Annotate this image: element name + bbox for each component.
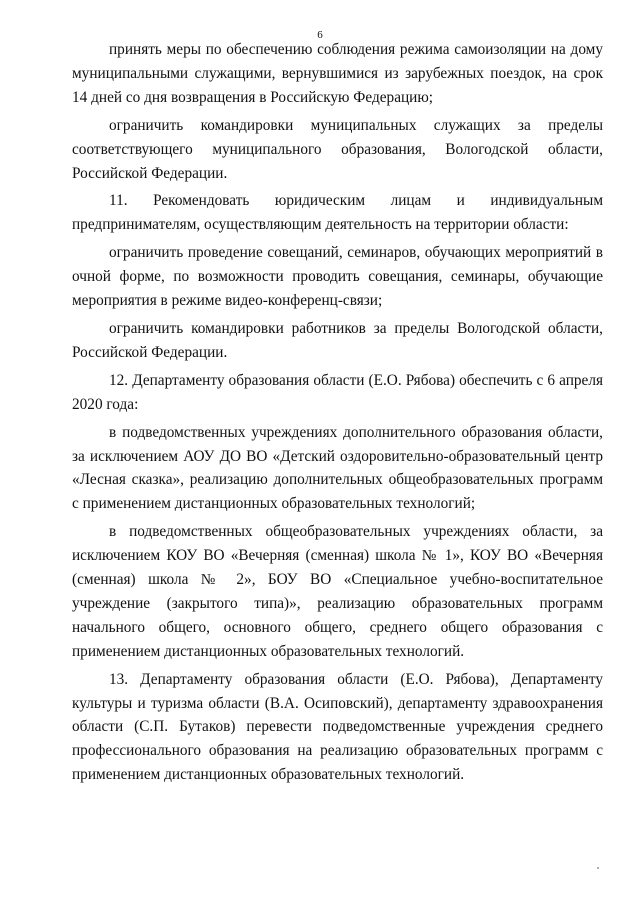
page-number: 6 — [317, 29, 323, 41]
paragraph-limit-employee-trips: ограничить командировки работников за пределы Вологодской области, Российской Федерации. — [72, 319, 603, 361]
scan-speck — [597, 867, 599, 869]
document-body — [72, 38, 603, 791]
paragraph-self-isolation: принять меры по обеспечению соблюдения режима самоизоляции на дому муниципальными служащими, вернувшимися из зарубежных поездок, на срок 14 дней со дня возвращения в Российскую Федерацию; — [72, 41, 603, 106]
paragraph-item-11: 11. Рекомендовать юридическим лицам и индивидуальным предпринимателям, осуществляющим деятельность на территории области: — [72, 192, 603, 234]
paragraph-additional-education: в подведомственных учреждениях дополнительного образования области, за исключением АОУ ДО ВО «Детский оздоровительно-образовательный центр «Лесная сказка», реализацию дополнительных общеобразовательных программ с применением дистанционных образовательных технологий; — [72, 423, 603, 513]
paragraph-general-education: в подведомственных общеобразовательных учреждениях области, за исключением КОУ ВО «Вечерняя (сменная) школа № 1», КОУ ВО «Вечерняя (сменная) школа № 2», БОУ ВО «Специальное учебно-воспитательное учреждение (закрытого типа)», реализацию образовательных программ начального общего, основного общего, среднего общего образования с применением дистанционных образовательных технологий. — [72, 523, 603, 660]
paragraph-limit-meetings: ограничить проведение совещаний, семинаров, обучающих мероприятий в очной форме, по возможности проводить совещания, семинары, обучающие мероприятия в режиме видео-конференц-связи; — [72, 244, 603, 310]
paragraph-item-12: 12. Департаменту образования области (Е.О. Рябова) обеспечить с 6 апреля 2020 года: — [72, 371, 603, 413]
paragraph-limit-municipal-trips: ограничить командировки муниципальных служащих за пределы соответствующего муниципального образования, Вологодской области, Российской Федерации. — [72, 116, 603, 182]
paragraph-item-13: 13. Департаменту образования области (Е.О. Рябова), Департаменту культуры и туризма области (В.А. Осиповский), департаменту здравоохранения области (С.П. Бутаков) перевести подведомственные учреждения среднего профессионального образования на реализацию образовательных программ с применением дистанционных образовательных технологий. — [72, 670, 603, 784]
